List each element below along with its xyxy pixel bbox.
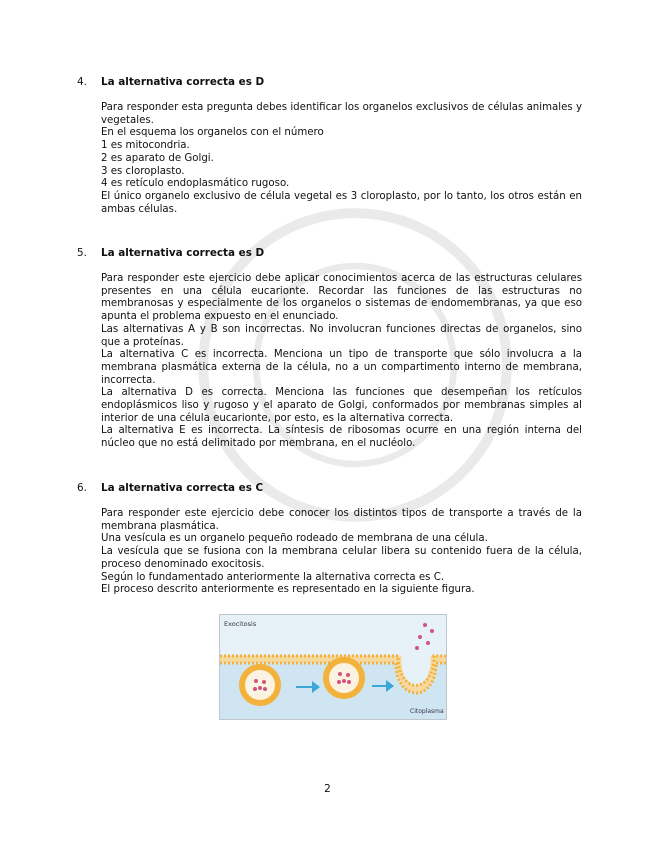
vesicle-2 xyxy=(326,660,362,696)
released-particle xyxy=(426,641,430,645)
section-number: 5. xyxy=(77,247,87,259)
cargo-particle xyxy=(258,686,262,690)
paragraph: Para responder este ejercicio debe aplicar conocimientos acerca de las estructuras celulares presentes en una célula eucarionte. Recordar las funciones de las estructuras no membranosas y especialmente de los organelos o sistemas de endomembranas, ya que eso apunta el problema expuesto en el enunciado. xyxy=(101,273,582,323)
section-body xyxy=(101,273,582,451)
paragraph: La alternativa E es incorrecta. La síntesis de ribosomas ocurre en una región interna del núcleo que no está delimitado por membrana, en el nucléolo. xyxy=(101,425,582,450)
vesicle-1 xyxy=(242,667,278,703)
section-title: La alternativa correcta es D xyxy=(101,76,265,88)
released-particle xyxy=(415,646,419,650)
released-particle xyxy=(430,629,434,633)
paragraph: La vesícula que se fusiona con la membrana celular libera su contenido fuera de la célula, proceso denominado exocitosis. xyxy=(101,546,582,570)
page-number: 2 xyxy=(324,783,331,795)
cargo-particle xyxy=(346,673,350,677)
paragraph: 1 es mitocondria. xyxy=(101,140,190,152)
section-body xyxy=(101,508,582,597)
figure-label-exocitosis: Exocitosis xyxy=(224,620,257,628)
paragraph: La alternativa D es correcta. Menciona las funciones que desempeñan los retículos endoplásmicos liso y rugoso y el aparato de Golgi, conformados por membranas simples al interior de una célula eucarionte, por esto, es la alternativa correcta. xyxy=(101,387,582,424)
exocytosis-diagram xyxy=(220,615,446,719)
cargo-particle xyxy=(263,687,267,691)
cargo-particle xyxy=(347,680,351,684)
exocytosis-figure xyxy=(219,614,447,720)
section-title: La alternativa correcta es C xyxy=(101,482,264,494)
paragraph: 3 es cloroplasto. xyxy=(101,165,185,177)
paragraph: El proceso descrito anteriormente es representado en la siguiente figura. xyxy=(101,584,475,596)
answer-section-4 xyxy=(77,76,582,216)
section-heading xyxy=(77,247,582,259)
paragraph: Según lo fundamentado anteriormente la alternativa correcta es C. xyxy=(101,571,445,583)
released-particle xyxy=(423,623,427,627)
paragraph: Para responder este ejercicio debe conocer los distintos tipos de transporte a través de la membrana plasmática. xyxy=(101,508,582,532)
paragraph: Para responder esta pregunta debes identificar los organelos exclusivos de células animales y vegetales. xyxy=(101,102,582,126)
figure-label-citoplasma: Citoplasma xyxy=(410,708,444,715)
paragraph: 2 es aparato de Golgi. xyxy=(101,152,214,164)
cargo-particle xyxy=(338,672,342,676)
section-heading xyxy=(77,76,582,88)
answer-section-6 xyxy=(77,482,582,597)
paragraph: Las alternativas A y B son incorrectas. No involucran funciones directas de organelos, sino que a proteínas. xyxy=(101,323,582,348)
cargo-particle xyxy=(253,687,257,691)
paragraph: Una vesícula es un organelo pequeño rodeado de membrana de una célula. xyxy=(101,533,488,545)
answer-section-5 xyxy=(77,247,582,451)
paragraph: El único organelo exclusivo de célula vegetal es 3 cloroplasto, por lo tanto, los otros están en ambas células. xyxy=(101,190,582,215)
cargo-particle xyxy=(254,679,258,683)
released-particle xyxy=(418,635,422,639)
section-title: La alternativa correcta es D xyxy=(101,247,265,259)
section-body xyxy=(101,102,582,216)
section-number: 6. xyxy=(77,482,87,494)
section-number: 4. xyxy=(77,76,87,88)
cargo-particle xyxy=(337,680,341,684)
paragraph: 4 es retículo endoplasmático rugoso. xyxy=(101,178,290,190)
paragraph: La alternativa C es incorrecta. Menciona un tipo de transporte que sólo involucra a la membrana plasmática externa de la célula, no a un compartimento interno de membrana, incorrecta. xyxy=(101,349,582,386)
cargo-particle xyxy=(262,680,266,684)
paragraph: En el esquema los organelos con el número xyxy=(101,127,324,139)
section-heading xyxy=(77,482,582,494)
cargo-particle xyxy=(342,679,346,683)
